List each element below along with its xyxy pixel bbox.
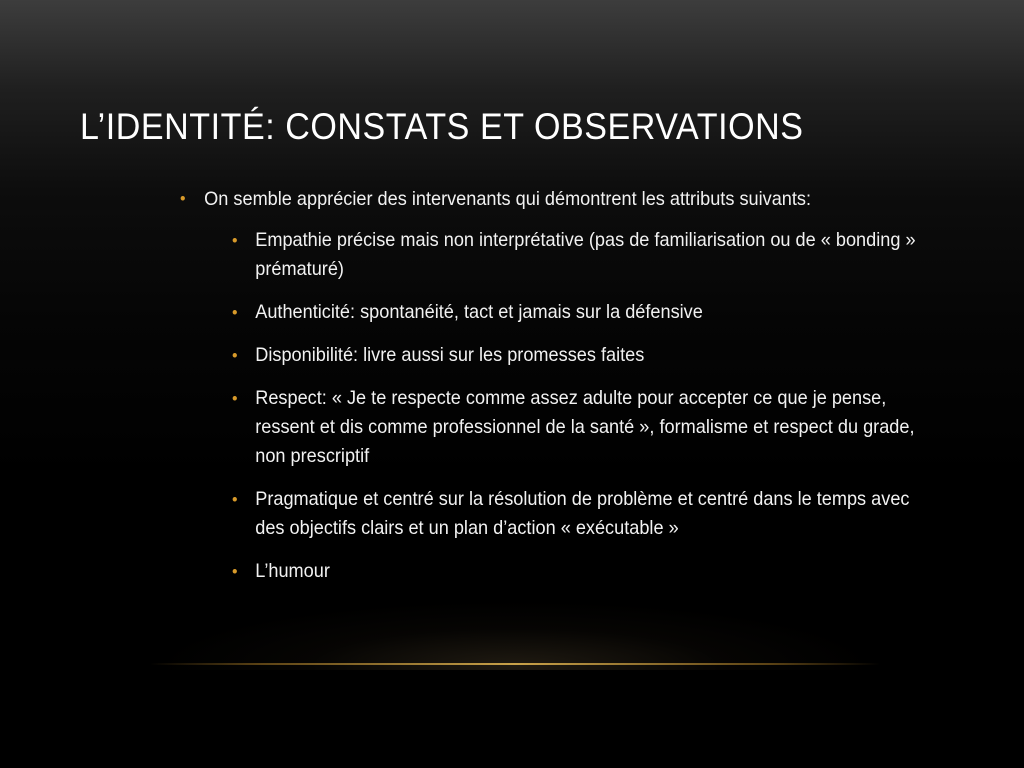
bullet-icon: •	[232, 562, 238, 581]
accent-glow	[150, 600, 880, 670]
bullet-icon: •	[232, 389, 238, 408]
sub-bullet-disponibilite	[232, 341, 916, 370]
sub-bullet-pragmatique	[232, 485, 916, 543]
sub-bullet-respect	[232, 384, 916, 471]
sub-bullet-text: Disponibilité: livre aussi sur les promesses faites	[255, 344, 645, 366]
sub-bullet-authenticite	[232, 298, 916, 327]
sub-bullet-text: Pragmatique et centré sur la résolution de problème et centré dans le temps avec des objectifs clairs et un plan d’action « exécutable »	[255, 488, 910, 539]
main-bullet-text: On semble apprécier des intervenants qui démontrent les attributs suivants:	[204, 188, 812, 210]
sub-bullet-text: Empathie précise mais non interprétative (pas de familiarisation ou de « bonding » prématuré)	[255, 229, 916, 280]
slide-body	[180, 184, 940, 600]
slide-title: L’IDENTITÉ: CONSTATS ET OBSERVATIONS	[80, 106, 804, 147]
sub-bullet-humour	[232, 557, 916, 586]
sub-bullet-text: L’humour	[255, 560, 330, 582]
bullet-icon: •	[180, 189, 186, 208]
sub-bullet-text: Respect: « Je te respecte comme assez adulte pour accepter ce que je pense, ressent et dis comme professionnel de la santé », formalisme et respect du grade, non prescriptif	[255, 387, 915, 467]
bullet-icon: •	[232, 231, 238, 250]
bullet-icon: •	[232, 346, 238, 365]
accent-divider-line	[150, 663, 880, 665]
sub-bullet-empathie	[232, 226, 916, 284]
sub-bullet-text: Authenticité: spontanéité, tact et jamais sur la défensive	[255, 301, 703, 323]
main-bullet-point	[180, 184, 887, 214]
bullet-icon: •	[232, 303, 238, 322]
sub-bullet-list	[232, 226, 932, 586]
bullet-icon: •	[232, 490, 238, 509]
